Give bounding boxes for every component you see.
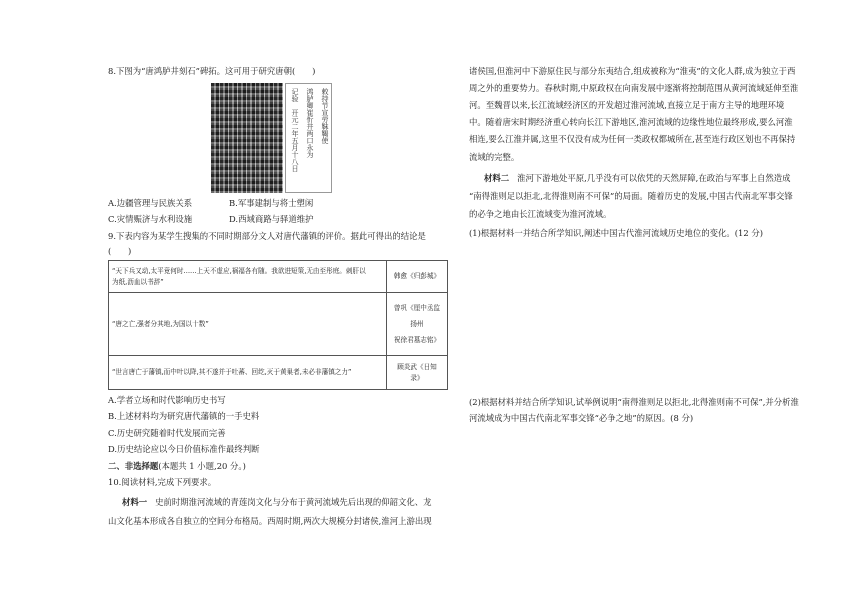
source-line: 祝徐君墓志铭》 — [393, 335, 441, 344]
rubbing-column-2: 鸿胪卿崔忻井两口永为 — [306, 88, 314, 158]
section-note: (本题共 1 小题,20 分。) — [158, 461, 246, 471]
q10-subquestion-1: (1)根据材料一并结合所学知识,阐述中国古代淮河流域历史地位的变化。(12 分) — [469, 228, 764, 238]
q9-stem: 9.下表内容为某学生搜集的不同时期部分文人对唐代藩镇的评价。据此可得出的结论是 — [108, 231, 426, 241]
source-line: 顾炎武《日知 — [397, 362, 437, 371]
q8-option-d: D.西域商路与驿道维护 — [229, 214, 314, 224]
table-row — [109, 356, 448, 390]
table-cell-source — [387, 293, 448, 356]
right-line-2: 周之外的重要势力。春秋时期,中原政权在向南发展中逐渐将控制范围从黄河流域延伸至淮 — [469, 83, 799, 93]
table-row — [109, 261, 448, 293]
q8-option-b: B.军事建制与将士塑闲 — [229, 198, 314, 208]
q10-subquestion-2-line2: 河流域成为中国古代南北军事交锋“必争之地”的原因。(8 分) — [469, 413, 694, 423]
quote-line: “唐之亡,强者分其地,为国以十数” — [112, 319, 209, 328]
right-line-3: 河。至魏晋以来,长江流域经济区的开发超过淮河流域,直接立足于南方主导的地理环境 — [469, 100, 785, 110]
q10-material1-line1 — [122, 497, 432, 508]
material1-text: 史前时期淮河流域的青莲岗文化与分布于黄河流域先后出现的仰韶文化、龙 — [155, 497, 432, 507]
q8-option-c: C.灾情赈济与水利设施 — [108, 214, 193, 224]
material1-label: 材料一 — [122, 497, 148, 507]
quote-line: 为纸,沥血以书辞” — [112, 277, 164, 286]
source-line: 韩愈《归彭城》 — [393, 272, 441, 280]
right-line-6: 流域的完整。 — [469, 152, 520, 162]
rubbing-transcription — [285, 83, 332, 193]
q9-option-a: A.学者立场和时代影响历史书写 — [108, 395, 226, 405]
q10-subquestion-2-line1: (2)根据材料并结合所学知识,试举例说明“南得淮则足以拒北,北得淮则南不可保”,并分析淮 — [469, 397, 799, 407]
q10-material1-line2: 山文化基本形成各自独立的空间分布格局。西周时期,两次大规模分封诸侯,淮河上游出现 — [108, 516, 432, 526]
table-cell-quote — [109, 356, 387, 390]
source-line: 扬州 — [410, 319, 424, 328]
table-cell-quote — [109, 293, 387, 356]
material2-text: 淮河下游地处平原,几乎没有可以依凭的天然屏障,在政治与军事上自然造成 — [517, 173, 791, 183]
q9-table — [108, 260, 448, 390]
table-row — [109, 293, 448, 356]
right-line-5: 相连,要么江淮并属,这里不仅没有成为任何一类政权都城所在,甚至连行政区划也不再保持 — [469, 134, 796, 144]
quote-line: “世言唐亡于藩镇,而中叶以降,其不遂并于吐蕃、回纥,灭于黄巢者,未必非藩镇之力” — [112, 368, 352, 376]
q9-option-c: C.历史研究随着时代发展而完善 — [108, 428, 226, 438]
table-cell-quote — [109, 261, 387, 293]
q10-stem: 10.阅读材料,完成下列要求。 — [108, 477, 217, 487]
q10-material2-line2: “南得淮则足以拒北,北得淮则南不可保”的局面。随着历史的发展,中国古代南北军事交锋 — [469, 191, 793, 201]
q9-option-d: D.历史结论应以今日价值标准作最终判断 — [108, 444, 260, 454]
source-line: 录》 — [410, 373, 424, 382]
rubbing-column-1: 敕持节宣劳靺鞨使 — [321, 88, 329, 144]
source-line: 曾巩《厘中丞监 — [393, 303, 441, 312]
q9-option-b: B.上述材料均为研究唐代藩镇的一手史料 — [108, 411, 260, 421]
rubbing-column-3: 记验 开元二年五月十八日 — [291, 88, 299, 172]
q8-stem: 8.下图为“唐鸿胪井刻石”碑拓。这可用于研究唐朝( ) — [108, 66, 316, 76]
right-line-1: 诸侯国,但淮河中下游原住民与部分东夷结合,组成被称为“淮夷”的文化人群,成为独立于西 — [469, 66, 796, 76]
table-cell-source — [387, 356, 448, 390]
section-title: 二、非选择题 — [108, 461, 159, 471]
stele-rubbing-image — [211, 83, 332, 193]
q9-paren: ( ) — [108, 246, 132, 256]
q8-option-a: A.边疆管理与民族关系 — [108, 198, 193, 208]
section-heading — [108, 461, 246, 472]
quote-line: “天下兵又动,太平竟何时……上天不虚应,祸福各有随。我欲进短策,无由至彤庭。刺肝以 — [112, 266, 366, 275]
q10-material2-line3: 的必争之地由长江流域变为淮河流域。 — [469, 209, 612, 219]
right-line-4: 中。随着唐宋时期经济重心转向长江下游地区,淮河流域的边缘性地位最终形成,要么河淮 — [469, 117, 793, 127]
material2-label: 材料二 — [484, 173, 510, 183]
table-cell-source — [387, 261, 448, 293]
rubbing-dark-photo — [211, 83, 283, 193]
q10-material2-line1 — [484, 173, 790, 184]
